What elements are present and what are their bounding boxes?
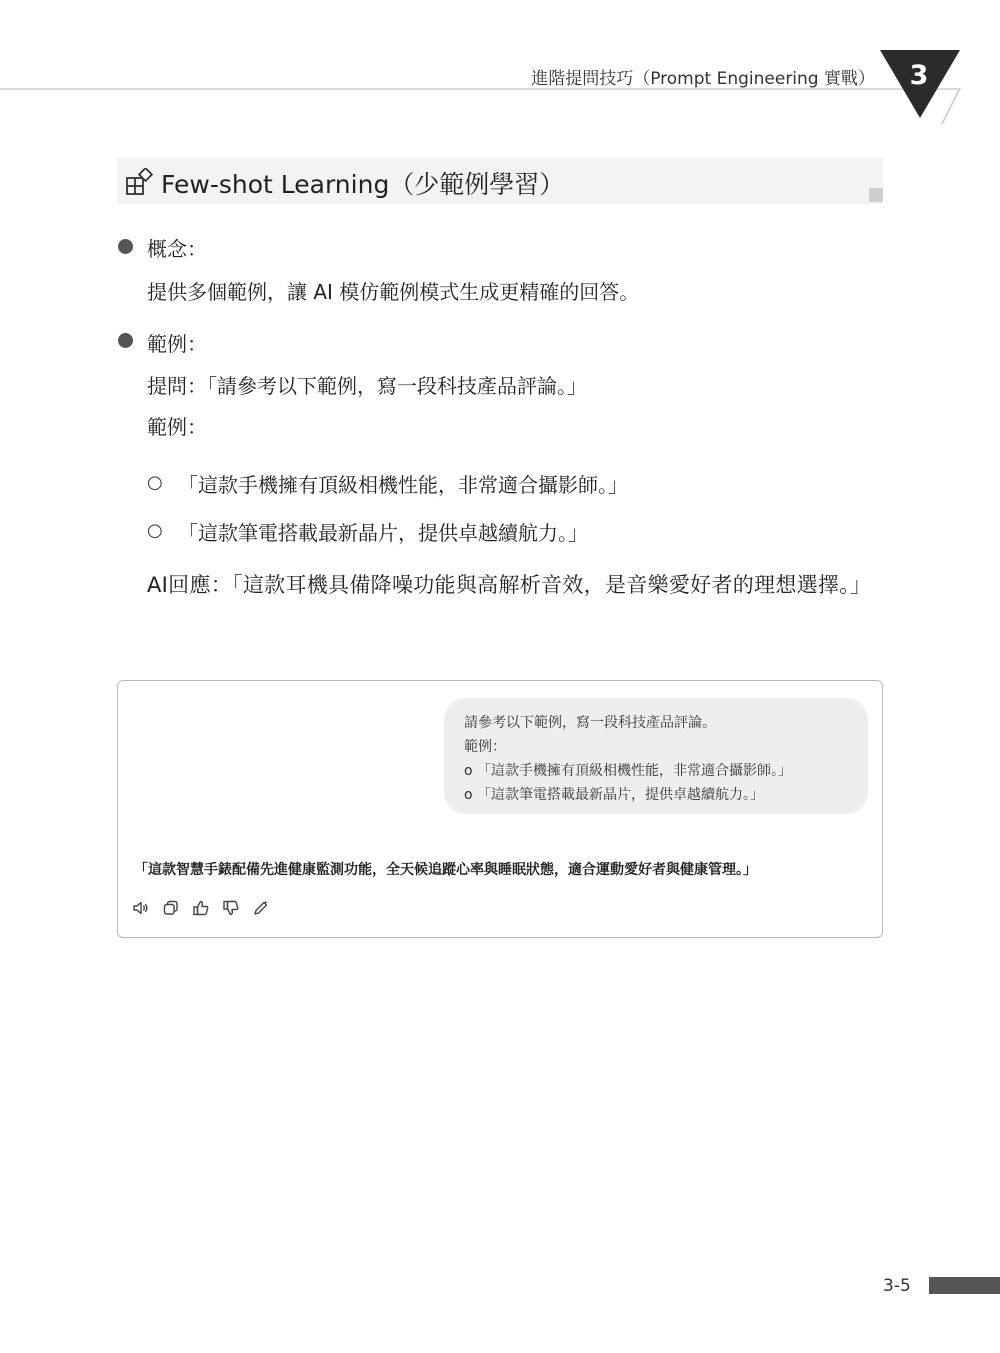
chat-screenshot	[117, 680, 883, 938]
example-item: 「這款筆電搭載最新晶片，提供卓越續航力。」	[178, 521, 588, 545]
examples-label: 範例：	[147, 415, 207, 439]
user-message-line: 請參考以下範例，寫一段科技產品評論。	[464, 715, 716, 731]
user-message-line: o 「這款手機擁有頂級相機性能，非常適合攝影師。」	[464, 763, 793, 779]
example-label: 範例：	[147, 332, 207, 356]
concept-text: 提供多個範例，讓 AI 模仿範例模式生成更精確的回答。	[147, 280, 640, 304]
user-message-line: o 「這款筆電搭載最新晶片，提供卓越續航力。」	[464, 787, 765, 803]
thumbs-down-icon[interactable]	[222, 899, 240, 917]
bullet-dot	[118, 239, 133, 254]
page-number-bar	[929, 1277, 1000, 1294]
section-title: Few-shot Learning（少範例學習）	[161, 170, 565, 199]
concept-label: 概念：	[147, 237, 207, 261]
assistant-reply: 「這款智慧手錶配備先進健康監測功能，全天候追蹤心率與睡眠狀態，適合運動愛好者與健康管理。」	[134, 862, 757, 878]
example-item: 「這款手機擁有頂級相機性能，非常適合攝影師。」	[178, 473, 628, 497]
section-corner-mark	[869, 188, 883, 202]
layout-icon	[125, 168, 153, 196]
page-number: 3-5	[883, 1276, 911, 1296]
chapter-badge	[878, 48, 968, 128]
edit-icon[interactable]	[252, 899, 270, 917]
user-message-bubble	[444, 698, 868, 814]
message-actions	[132, 899, 270, 917]
section-heading	[117, 158, 883, 204]
ai-response: AI回應：「這款耳機具備降噪功能與高解析音效，是音樂愛好者的理想選擇。」	[147, 573, 872, 597]
speaker-icon[interactable]	[132, 899, 150, 917]
bullet-dot	[118, 333, 133, 348]
copy-icon[interactable]	[162, 899, 180, 917]
thumbs-up-icon[interactable]	[192, 899, 210, 917]
chapter-number: 3	[909, 60, 929, 91]
chapter-title: 進階提問技巧（Prompt Engineering 實戰）	[531, 69, 875, 89]
example-prompt: 提問：「請參考以下範例，寫一段科技產品評論。」	[147, 374, 587, 398]
sub-bullet: ○	[147, 472, 163, 493]
sub-bullet: ○	[147, 520, 163, 541]
user-message-line: 範例：	[464, 739, 506, 755]
